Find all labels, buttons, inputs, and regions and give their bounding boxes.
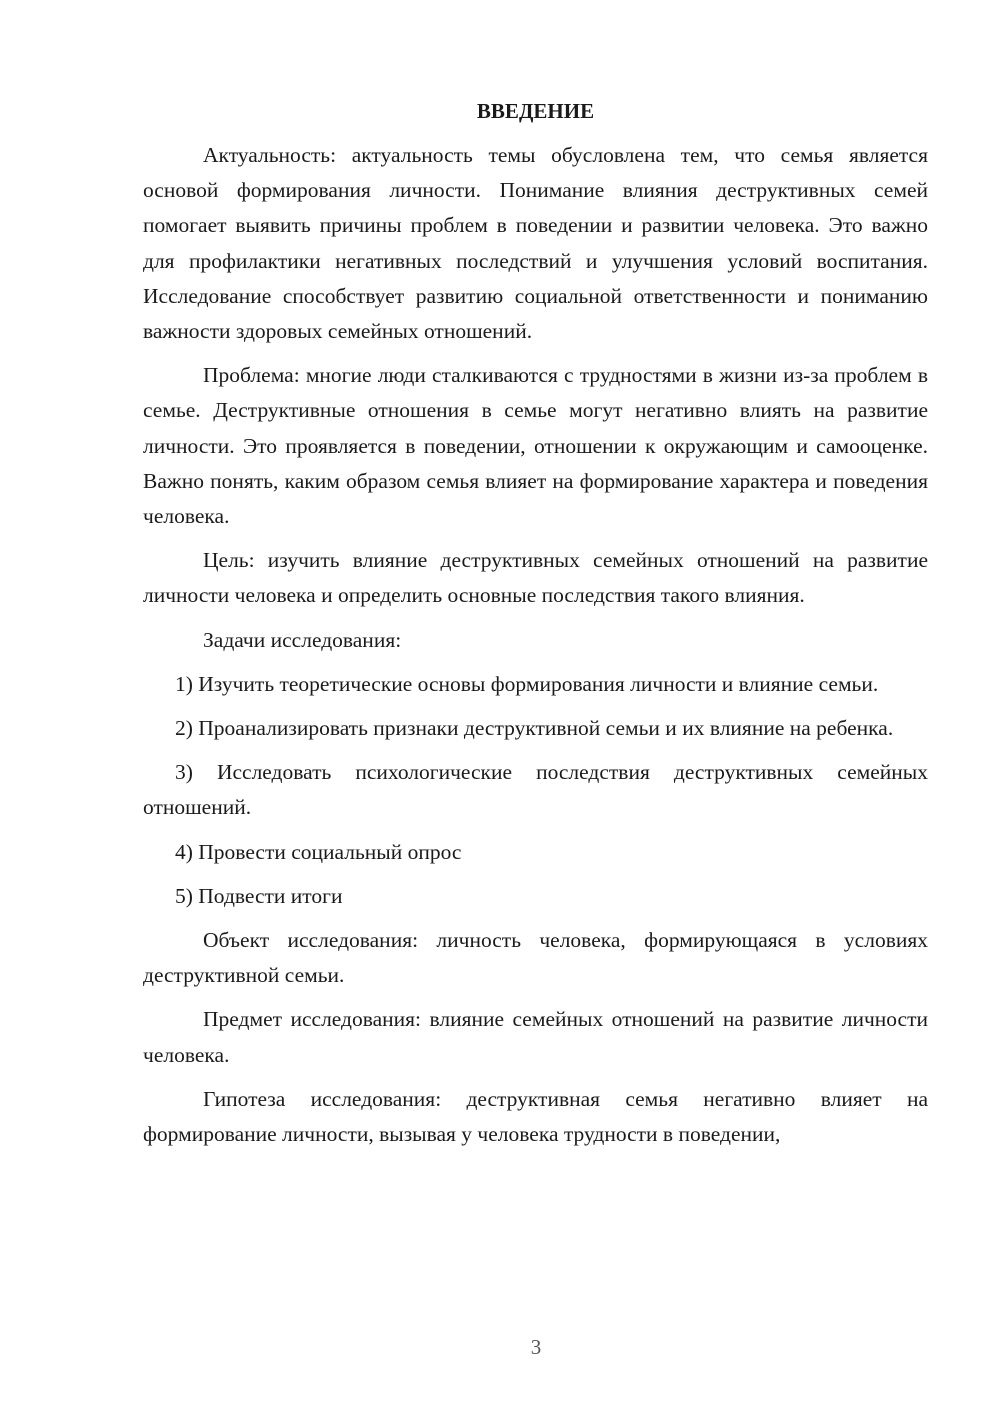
subject-paragraph: Предмет исследования: влияние семейных отношений на развитие личности человека. [143,1007,928,1067]
task-item: 5) Подвести итоги [175,883,343,908]
task-item: 3) Исследовать психологические последствия деструктивных семейных отношений. [143,760,928,820]
relevance-paragraph: Актуальность: актуальность темы обусловлена тем, что семья является основой формирования личности. Понимание влияния деструктивных семей помогает выявить причины проблем в поведении и развитии человека. Это важно для профилактики негативных последствий и улучшения условий воспитания. Исследование способствует развитию социальной ответственности и пониманию важности здоровых семейных отношений. [143,143,928,344]
task-item: 2) Проанализировать признаки деструктивной семьи и их влияние на ребенка. [175,716,894,741]
page-number: 3 [530,1335,542,1359]
hypothesis-paragraph: Гипотеза исследования: деструктивная семья негативно влияет на формирование личности, вызывая у человека трудности в поведении, [143,1086,928,1147]
tasks-heading: Задачи исследования: [203,627,402,652]
section-title: ВВЕДЕНИЕ [476,99,595,123]
task-item: 1) Изучить теоретические основы формирования личности и влияние семьи. [175,671,879,696]
document-body [143,96,928,1161]
problem-paragraph: Проблема: многие люди сталкиваются с трудностями в жизни из-за проблем в семье. Деструктивные отношения в семье могут негативно влиять на развитие личности. Это проявляется в поведении, отношении к окружающим и самооценке. Важно понять, каким образом семья влияет на формирование характера и поведения человека. [143,363,928,529]
goal-paragraph: Цель: изучить влияние деструктивных семейных отношений на развитие личности человека и определить основные последствия такого влияния. [143,548,928,608]
object-paragraph: Объект исследования: личность человека, формирующаяся в условиях деструктивной семьи. [143,928,928,988]
task-item: 4) Провести социальный опрос [175,839,462,864]
